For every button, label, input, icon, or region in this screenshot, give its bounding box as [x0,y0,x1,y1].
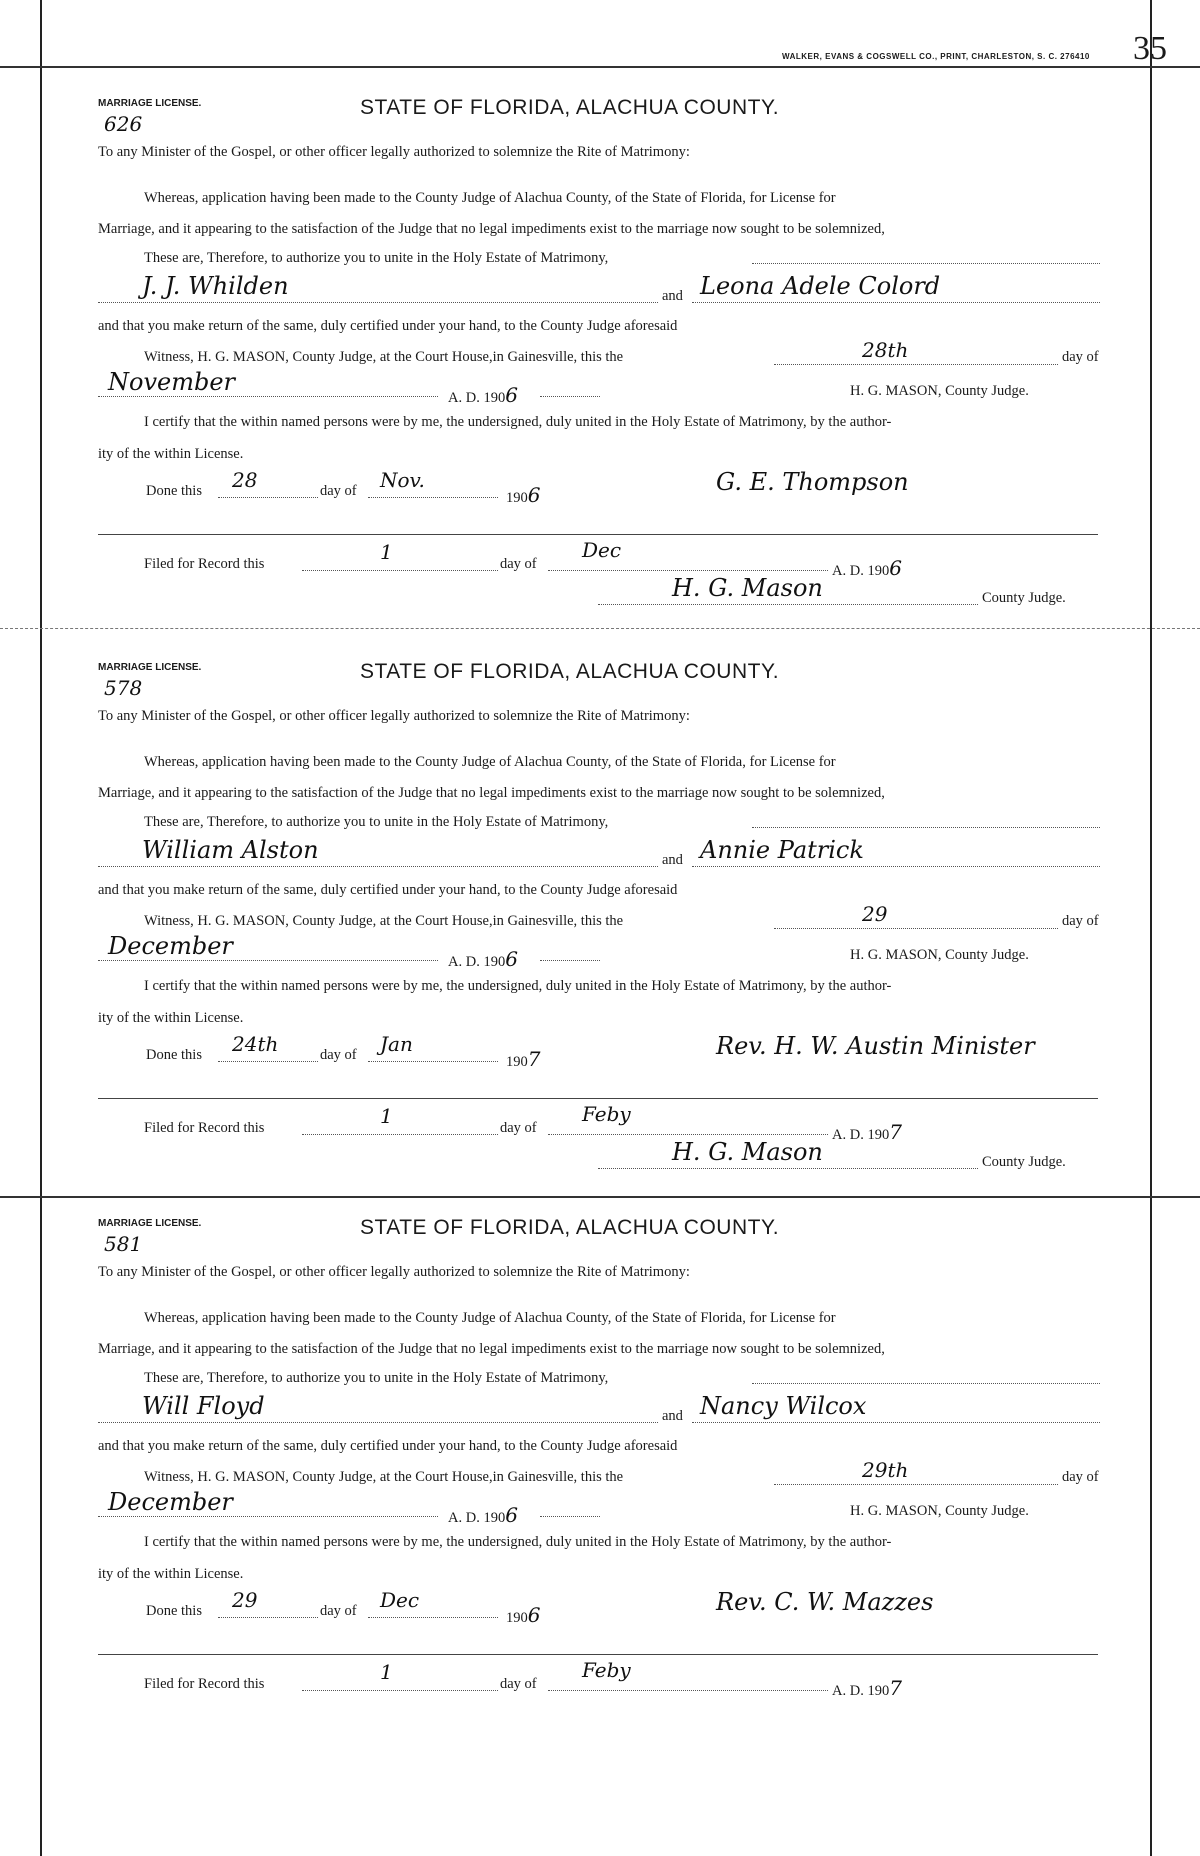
done-day-of: day of [320,1603,357,1619]
whereas-line-2: Marriage, and it appearing to the satisfaction of the Judge that no legal impediments exist to the marriage now sought to be solemnized, [98,221,885,237]
filed-line: Filed for Record this [144,556,265,572]
bride-name: Nancy Wilcox [700,1392,867,1420]
done-day: 24th [232,1032,279,1056]
filed-day: 1 [380,1660,393,1684]
done-this: Done this [146,483,202,499]
whereas-line-1: Whereas, application having been made to the County Judge of Alachua County, of the State of Florida, for License for [144,190,836,206]
witness-month: November [108,368,236,396]
done-month: Nov. [380,468,425,492]
county-judge-line: H. G. MASON, County Judge. [850,1503,1029,1519]
these-are-line: These are, Therefore, to authorize you to unite in the Holy Estate of Matrimony, [144,1370,609,1386]
witness-year: 6 [505,383,518,407]
certify-line-2: ity of the within License. [98,1010,244,1026]
witness-day: 29th [862,1458,909,1482]
filed-day: 1 [380,540,393,564]
and-word: and [662,852,683,868]
officiant-signature: Rev. H. W. Austin Minister [716,1032,1035,1060]
groom-name: Will Floyd [142,1392,265,1420]
certify-line-1: I certify that the within named persons were by me, the undersigned, duly united in the Holy Estate of Matrimony, by the author- [144,414,892,430]
filed-month: Dec [582,538,622,562]
filed-month: Feby [582,1102,631,1126]
these-are-line: These are, Therefore, to authorize you to unite in the Holy Estate of Matrimony, [144,814,609,830]
address-line: To any Minister of the Gospel, or other officer legally authorized to solemnize the Rite of Matrimony: [98,708,690,724]
left-margin-line [40,0,42,1856]
done-year: 1906 [506,1603,541,1627]
certify-line-2: ity of the within License. [98,446,244,462]
return-line: and that you make return of the same, duly certified under your hand, to the County Judge aforesaid [98,1438,678,1454]
done-day-of: day of [320,1047,357,1063]
witness-day-of: day of [1062,349,1099,365]
page-number: 35 [1133,30,1167,67]
certify-line-2: ity of the within License. [98,1566,244,1582]
done-this: Done this [146,1603,202,1619]
witness-month: December [108,932,233,960]
filed-ad: A. D. 1907 [832,1120,902,1144]
license-label: MARRIAGE LICENSE. [98,1218,202,1229]
filed-line: Filed for Record this [144,1120,265,1136]
done-day: 29 [232,1588,258,1612]
address-line: To any Minister of the Gospel, or other officer legally authorized to solemnize the Rite of Matrimony: [98,1264,690,1280]
done-year: 1907 [506,1047,541,1071]
address-line: To any Minister of the Gospel, or other officer legally authorized to solemnize the Rite of Matrimony: [98,144,690,160]
and-word: and [662,288,683,304]
top-rule [0,66,1200,68]
license-label: MARRIAGE LICENSE. [98,662,202,673]
return-line: and that you make return of the same, duly certified under your hand, to the County Judge aforesaid [98,318,678,334]
groom-name: William Alston [142,836,319,864]
done-month: Jan [380,1032,413,1056]
section-divider-2 [0,1196,1200,1198]
witness-line: Witness, H. G. MASON, County Judge, at the Court House,in Gainesville, this the [144,913,624,929]
filed-day: 1 [380,1104,393,1128]
certify-line-1: I certify that the within named persons were by me, the undersigned, duly united in the Holy Estate of Matrimony, by the author- [144,1534,892,1550]
license-number: 578 [104,676,143,700]
witness-year: 6 [505,1503,518,1527]
filed-day-of: day of [500,556,537,572]
done-month: Dec [380,1588,420,1612]
state-title: STATE OF FLORIDA, ALACHUA COUNTY. [360,1216,780,1239]
bride-name: Leona Adele Colord [700,272,941,300]
filed-county-judge: County Judge. [982,590,1066,606]
filed-line: Filed for Record this [144,1676,265,1692]
state-title: STATE OF FLORIDA, ALACHUA COUNTY. [360,96,780,119]
officiant-signature: G. E. Thompson [716,468,909,496]
witness-day-of: day of [1062,1469,1099,1485]
done-day: 28 [232,468,258,492]
done-year: 1906 [506,483,541,507]
filed-day-of: day of [500,1676,537,1692]
these-are-line: These are, Therefore, to authorize you to unite in the Holy Estate of Matrimony, [144,250,609,266]
whereas-line-1: Whereas, application having been made to the County Judge of Alachua County, of the State of Florida, for License for [144,754,836,770]
certify-line-1: I certify that the within named persons were by me, the undersigned, duly united in the Holy Estate of Matrimony, by the author- [144,978,892,994]
witness-year: 6 [505,947,518,971]
witness-day-of: day of [1062,913,1099,929]
witness-line: Witness, H. G. MASON, County Judge, at the Court House,in Gainesville, this the [144,1469,624,1485]
bride-name: Annie Patrick [700,836,864,864]
license-number: 626 [104,112,143,136]
filed-ad: A. D. 1907 [832,1676,902,1700]
state-title: STATE OF FLORIDA, ALACHUA COUNTY. [360,660,780,683]
officiant-signature: Rev. C. W. Mazzes [716,1588,934,1616]
witness-line: Witness, H. G. MASON, County Judge, at the Court House,in Gainesville, this the [144,349,624,365]
witness-ad: A. D. 1906 [448,947,518,971]
witness-ad: A. D. 1906 [448,383,518,407]
witness-month: December [108,1488,233,1516]
county-judge-line: H. G. MASON, County Judge. [850,383,1029,399]
witness-day: 29 [862,902,888,926]
right-margin-line [1150,0,1152,1856]
return-line: and that you make return of the same, duly certified under your hand, to the County Judge aforesaid [98,882,678,898]
license-number: 581 [104,1232,143,1256]
groom-name: J. J. Whilden [142,272,289,300]
printer-imprint: WALKER, EVANS & COGSWELL CO., PRINT, CHARLESTON, S. C. 276410 [782,52,1090,61]
filed-county-judge: County Judge. [982,1154,1066,1170]
filed-day-of: day of [500,1120,537,1136]
clerk-signature: H. G. Mason [672,1138,823,1166]
filed-month: Feby [582,1658,631,1682]
and-word: and [662,1408,683,1424]
witness-ad: A. D. 1906 [448,1503,518,1527]
whereas-line-2: Marriage, and it appearing to the satisfaction of the Judge that no legal impediments exist to the marriage now sought to be solemnized, [98,785,885,801]
clerk-signature: H. G. Mason [672,574,823,602]
done-this: Done this [146,1047,202,1063]
section-divider-1 [0,628,1200,629]
whereas-line-2: Marriage, and it appearing to the satisfaction of the Judge that no legal impediments exist to the marriage now sought to be solemnized, [98,1341,885,1357]
witness-day: 28th [862,338,909,362]
license-label: MARRIAGE LICENSE. [98,98,202,109]
whereas-line-1: Whereas, application having been made to the County Judge of Alachua County, of the State of Florida, for License for [144,1310,836,1326]
done-day-of: day of [320,483,357,499]
filed-ad: A. D. 1906 [832,556,902,580]
county-judge-line: H. G. MASON, County Judge. [850,947,1029,963]
